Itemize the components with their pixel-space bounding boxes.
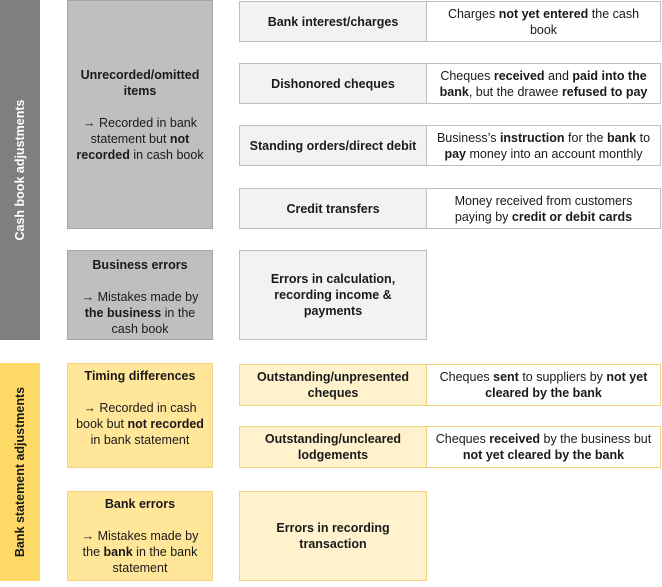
text-run: by the business but: [540, 432, 652, 446]
text-run: Money received from customers paying by: [454, 193, 633, 224]
cash-book-adjustments-band: [0, 0, 40, 340]
credit-transfers-box: [239, 188, 427, 229]
bank-statement-adjustments-label: Bank statement adjustments: [13, 386, 27, 558]
errors-calculation-box: [239, 250, 427, 340]
text-run: money into an account monthly: [466, 146, 643, 161]
bank-interest-charges-desc-text: [435, 6, 652, 38]
unpresented-cheques-box: [239, 364, 427, 406]
bold-text-run: instruction: [499, 130, 565, 145]
bold-text-run: received: [493, 68, 545, 83]
text-run: → Mistakes made by: [81, 290, 199, 304]
unrecorded-items-note: [76, 115, 204, 163]
bank-interest-charges-desc: [426, 1, 661, 42]
bold-text-run: not recorded: [76, 131, 190, 162]
credit-transfers-desc-text: [435, 193, 652, 225]
errors-calculation-label: Errors in calculation, recording income & payments: [270, 272, 396, 318]
unpresented-cheques-desc-text: [435, 369, 652, 401]
text-run: Cheques: [440, 68, 494, 83]
dishonored-cheques-label: Dishonored cheques: [271, 76, 395, 91]
credit-transfers-desc: [426, 188, 661, 229]
bold-text-run: not recorded: [127, 417, 204, 431]
standing-orders-desc: [426, 125, 661, 166]
dishonored-cheques-desc-text: [435, 68, 652, 100]
bank-errors-box: [67, 491, 213, 581]
standing-orders-box: [239, 125, 427, 166]
timing-differences-note: [76, 400, 204, 448]
bold-text-run: pay: [444, 146, 467, 161]
bold-text-run: bank: [103, 545, 133, 559]
unrecorded-items-title: Unrecorded/omitted items: [80, 67, 200, 98]
bold-text-run: not yet cleared by the bank: [485, 370, 648, 400]
uncleared-lodgements-label: Outstanding/uncleared lodgements: [264, 432, 402, 462]
business-errors-note: [76, 289, 204, 337]
credit-transfers-label: Credit transfers: [286, 201, 380, 216]
bold-text-run: not yet cleared by the bank: [462, 448, 625, 462]
errors-recording-label: Errors in recording transaction: [276, 521, 390, 551]
bank-statement-adjustments-band: [0, 363, 40, 581]
text-run: and: [544, 68, 573, 83]
bank-interest-charges-box: [239, 1, 427, 42]
dishonored-cheques-desc: [426, 63, 661, 104]
bold-text-run: the business: [84, 306, 162, 320]
text-run: → Recorded in cash book but: [76, 401, 197, 431]
uncleared-lodgements-box: [239, 426, 427, 468]
text-run: → Mistakes made by the: [81, 529, 199, 559]
bold-text-run: credit or debit cards: [511, 209, 633, 224]
text-run: in the cash book: [111, 306, 196, 336]
bold-text-run: sent: [493, 370, 519, 384]
text-run: in the bank statement: [112, 545, 198, 575]
bold-text-run: not yet entered: [498, 6, 589, 21]
business-errors-box: [67, 250, 213, 340]
uncleared-lodgements-desc-text: [435, 431, 652, 463]
text-run: → Recorded in bank statement but: [83, 115, 197, 146]
text-run: Cheques: [435, 432, 490, 446]
text-run: in bank statement: [90, 433, 190, 447]
timing-differences-box: [67, 363, 213, 468]
text-run: for the: [564, 130, 607, 145]
dishonored-cheques-box: [239, 63, 427, 104]
bold-text-run: paid into the bank: [439, 68, 647, 99]
uncleared-lodgements-desc: [426, 426, 661, 468]
business-errors-title: Business errors: [92, 258, 188, 272]
text-run: Charges: [447, 6, 499, 21]
bank-errors-title: Bank errors: [104, 497, 176, 511]
text-run: Business’s: [436, 130, 500, 145]
standing-orders-label: Standing orders/direct debit: [249, 138, 417, 153]
text-run: in cash book: [129, 147, 204, 162]
bank-interest-charges-label: Bank interest/charges: [267, 14, 399, 29]
cash-book-adjustments-label: Cash book adjustments: [13, 99, 27, 241]
bold-text-run: received: [489, 432, 541, 446]
text-run: Cheques: [439, 370, 494, 384]
timing-differences-title: Timing differences: [84, 369, 196, 383]
bank-errors-note: [76, 528, 204, 576]
standing-orders-desc-text: [435, 130, 652, 162]
text-run: to suppliers by: [518, 370, 607, 384]
unpresented-cheques-label: Outstanding/unpresented cheques: [256, 370, 410, 400]
text-run: to: [636, 130, 651, 145]
unrecorded-items-box: [67, 0, 213, 229]
text-run: , but the drawee: [468, 84, 562, 99]
text-run: the cash book: [529, 6, 640, 37]
unpresented-cheques-desc: [426, 364, 661, 406]
bold-text-run: refused to pay: [561, 84, 648, 99]
errors-recording-box: [239, 491, 427, 581]
bold-text-run: bank: [606, 130, 637, 145]
